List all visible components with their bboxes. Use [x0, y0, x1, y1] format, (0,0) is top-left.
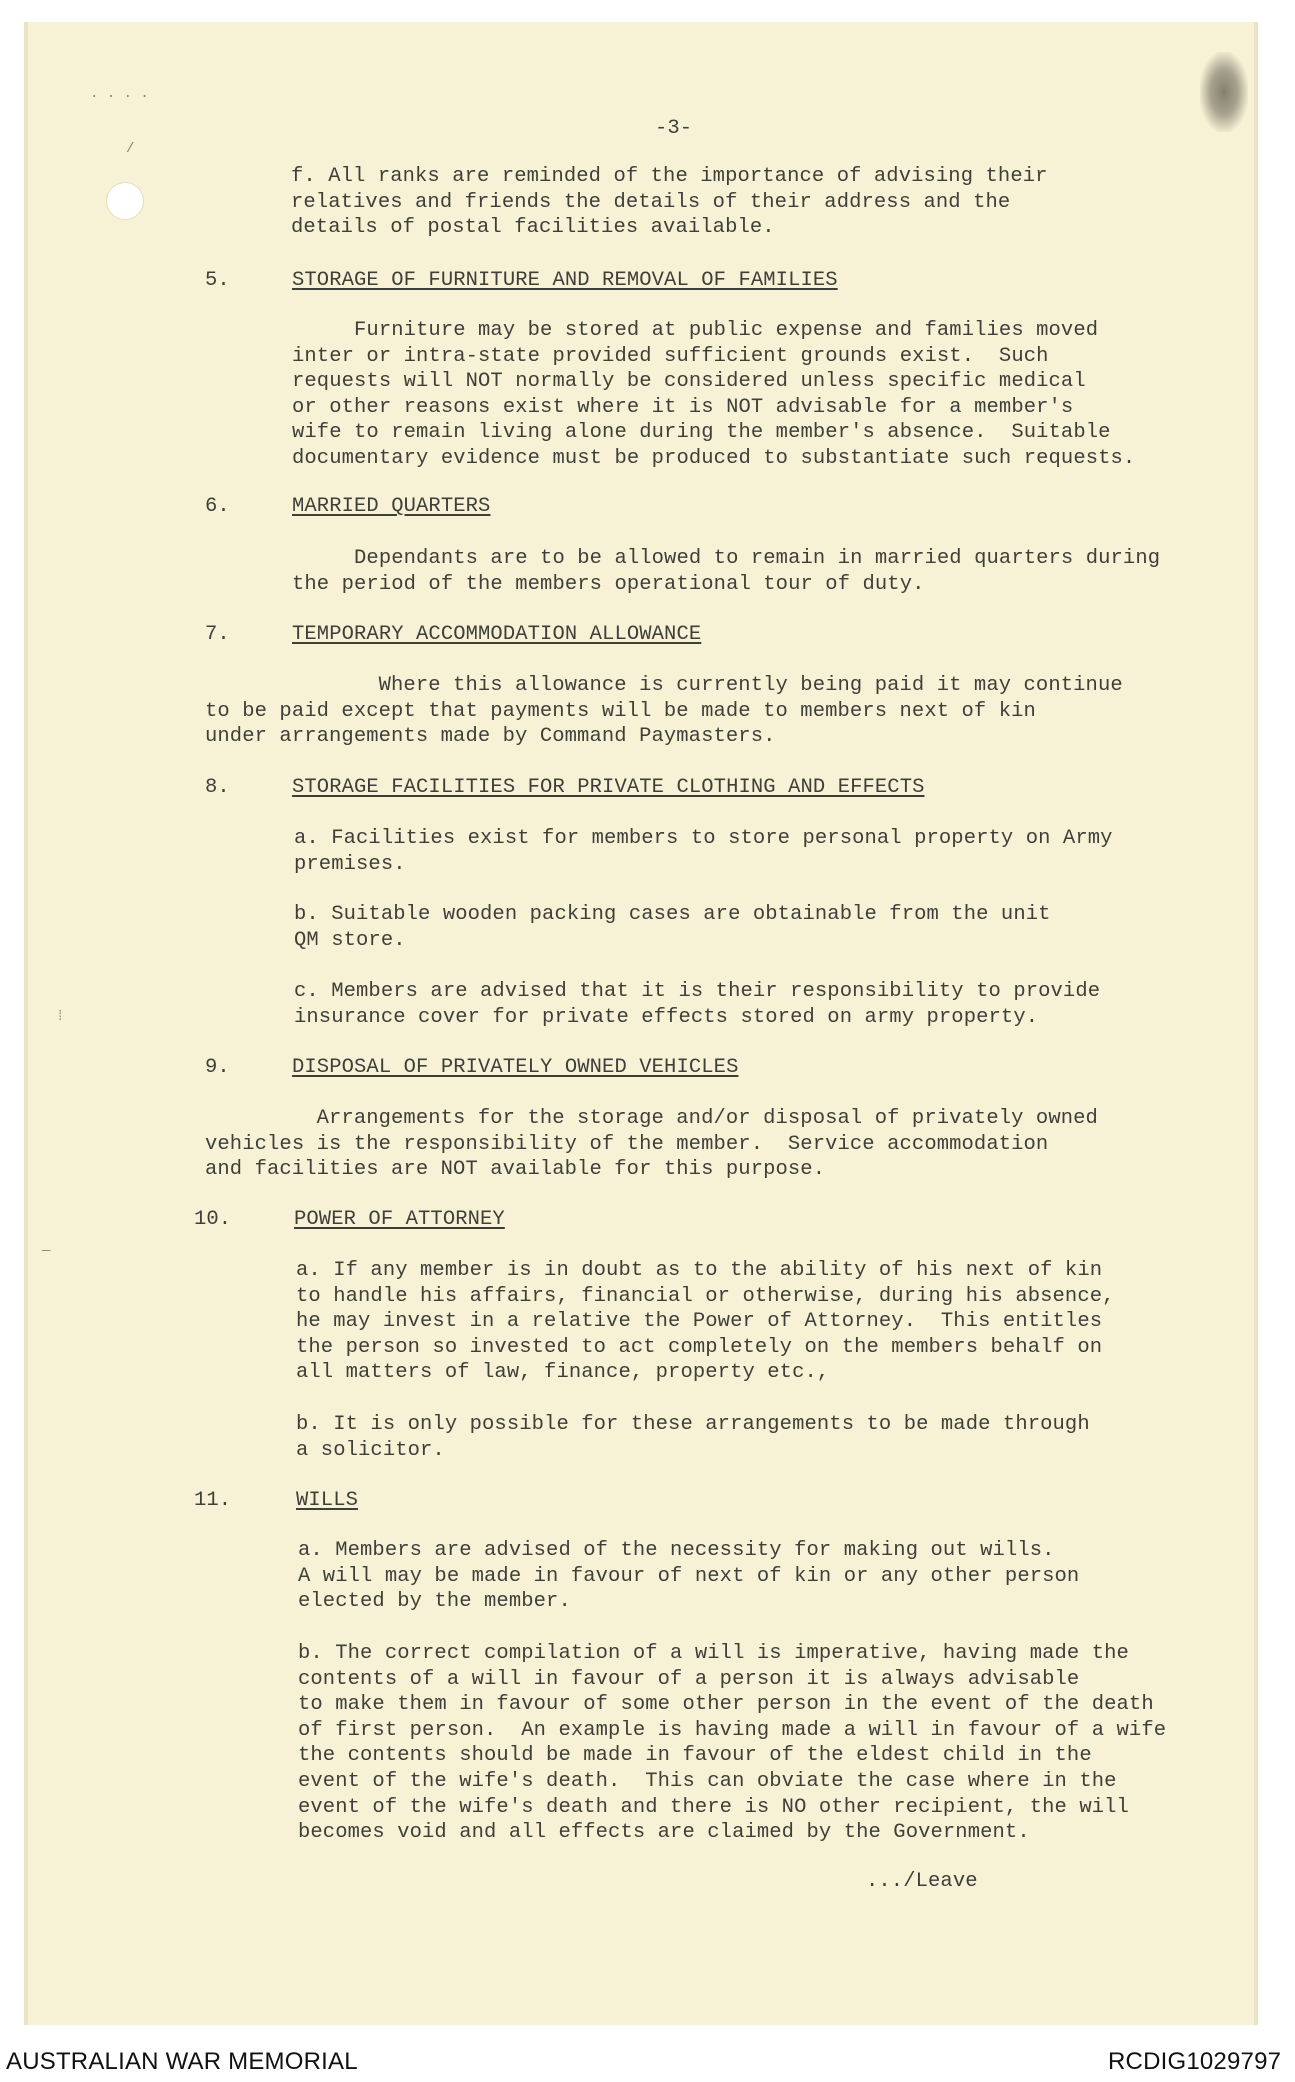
paragraph-7 [205, 673, 1123, 750]
text-line: a. If any member is in doubt as to the ability of his next of kin [296, 1259, 1103, 1282]
text-line: a. Members are advised of the necessity for making out wills. [298, 1539, 1055, 1562]
text-line: b. The correct compilation of a will is imperative, having made the [298, 1642, 1129, 1665]
section-heading: STORAGE FACILITIES FOR PRIVATE CLOTHING AND EFFECTS [292, 776, 925, 799]
section-heading: DISPOSAL OF PRIVATELY OWNED VEHICLES [292, 1056, 739, 1079]
paragraph-8b [294, 902, 1051, 953]
section-number: 7. [205, 623, 230, 646]
paragraph-5 [292, 318, 1135, 472]
text-line: b. It is only possible for these arrangements to be made through [296, 1413, 1090, 1436]
text-line: to make them in favour of some other person in the event of the death [298, 1693, 1154, 1717]
text-line: all matters of law, finance, property etc., [296, 1361, 830, 1385]
section-number: 6. [205, 495, 230, 518]
text-line: documentary evidence must be produced to substantiate such requests. [292, 446, 1136, 470]
text-line: QM store. [294, 928, 406, 952]
text-line: a solicitor. [296, 1438, 445, 1462]
ink-speck: · · · · [90, 89, 149, 105]
text-line: the person so invested to act completely on the members behalf on [296, 1335, 1103, 1359]
corner-stain [1200, 52, 1248, 132]
paragraph-8c [294, 979, 1100, 1030]
ink-speck: — [42, 1243, 51, 1259]
paragraph-4f [291, 164, 1048, 241]
text-line: the contents should be made in favour of the eldest child in the [298, 1744, 1092, 1768]
section-heading: POWER OF ATTORNEY [294, 1208, 505, 1231]
text-line: c. Members are advised that it is their responsibility to provide [294, 980, 1101, 1003]
text-line: Dependants are to be allowed to remain in married quarters during [292, 547, 1161, 570]
footer-record-id: RCDIG1029797 [1108, 2048, 1282, 2075]
text-line: details of postal facilities available. [291, 216, 775, 240]
text-line: relatives and friends the details of their address and the [291, 190, 1011, 214]
paragraph-6 [292, 546, 1160, 597]
punch-hole [106, 182, 144, 220]
paragraph-11b [298, 1641, 1166, 1846]
text-line: Where this allowance is currently being paid it may continue [205, 674, 1123, 697]
section-number: 8. [205, 776, 230, 799]
paragraph-8a [294, 826, 1113, 877]
text-line: of first person. An example is having made a will in favour of a wife [298, 1718, 1167, 1742]
text-line: and facilities are NOT available for this purpose. [205, 1158, 826, 1182]
text-line: he may invest in a relative the Power of Attorney. This entitles [296, 1310, 1103, 1334]
text-line: vehicles is the responsibility of the member. Service accommodation [205, 1132, 1049, 1156]
text-line: a. Facilities exist for members to store personal property on Army [294, 827, 1113, 850]
text-line: insurance cover for private effects stored on army property. [294, 1005, 1039, 1029]
text-line: event of the wife's death and there is NO other recipient, the will [298, 1795, 1129, 1819]
text-line: contents of a will in favour of a person it is always advisable [298, 1667, 1080, 1691]
text-line: b. Suitable wooden packing cases are obtainable from the unit [294, 903, 1051, 926]
text-line: requests will NOT normally be considered unless specific medical [292, 370, 1086, 394]
text-line: Furniture may be stored at public expense and families moved [292, 319, 1099, 342]
section-number: 10. [194, 1208, 232, 1231]
text-line: A will may be made in favour of next of kin or any other person [298, 1564, 1080, 1588]
paragraph-10a [296, 1258, 1115, 1386]
text-line: inter or intra-state provided sufficient grounds exist. Such [292, 344, 1049, 368]
text-line: under arrangements made by Command Paymasters. [205, 725, 776, 749]
page-number: -3- [655, 117, 693, 140]
paragraph-9 [205, 1106, 1098, 1183]
footer-archive-name: AUSTRALIAN WAR MEMORIAL [6, 2048, 358, 2075]
text-line: elected by the member. [298, 1590, 571, 1614]
text-line: the period of the members operational tour of duty. [292, 572, 925, 596]
ink-speck: ⁞ [56, 1009, 65, 1025]
section-heading: STORAGE OF FURNITURE AND REMOVAL OF FAMILIES [292, 269, 838, 292]
section-number: 5. [205, 269, 230, 292]
section-number: 11. [194, 1489, 232, 1512]
text-line: Arrangements for the storage and/or disposal of privately owned [205, 1107, 1098, 1130]
section-heading: WILLS [296, 1489, 359, 1512]
text-line: premises. [294, 852, 406, 876]
text-line: f. All ranks are reminded of the importance of advising their [291, 165, 1048, 188]
page-left-edge [24, 22, 28, 2025]
section-heading: MARRIED QUARTERS [292, 495, 491, 518]
page-right-edge [1254, 22, 1258, 2025]
text-line: or other reasons exist where it is NOT advisable for a member's [292, 395, 1074, 419]
text-line: event of the wife's death. This can obviate the case where in the [298, 1769, 1117, 1793]
text-line: wife to remain living alone during the member's absence. Suitable [292, 421, 1111, 445]
paragraph-11a [298, 1538, 1079, 1615]
text-line: becomes void and all effects are claimed by the Government. [298, 1821, 1030, 1845]
continuation-marker: .../Leave [866, 1870, 978, 1893]
text-line: to be paid except that payments will be made to members next of kin [205, 699, 1036, 723]
section-number: 9. [205, 1056, 230, 1079]
paragraph-10b [296, 1412, 1090, 1463]
text-line: to handle his affairs, financial or otherwise, during his absence, [296, 1284, 1115, 1308]
ink-speck: / [126, 141, 135, 157]
section-heading: TEMPORARY ACCOMMODATION ALLOWANCE [292, 623, 702, 646]
